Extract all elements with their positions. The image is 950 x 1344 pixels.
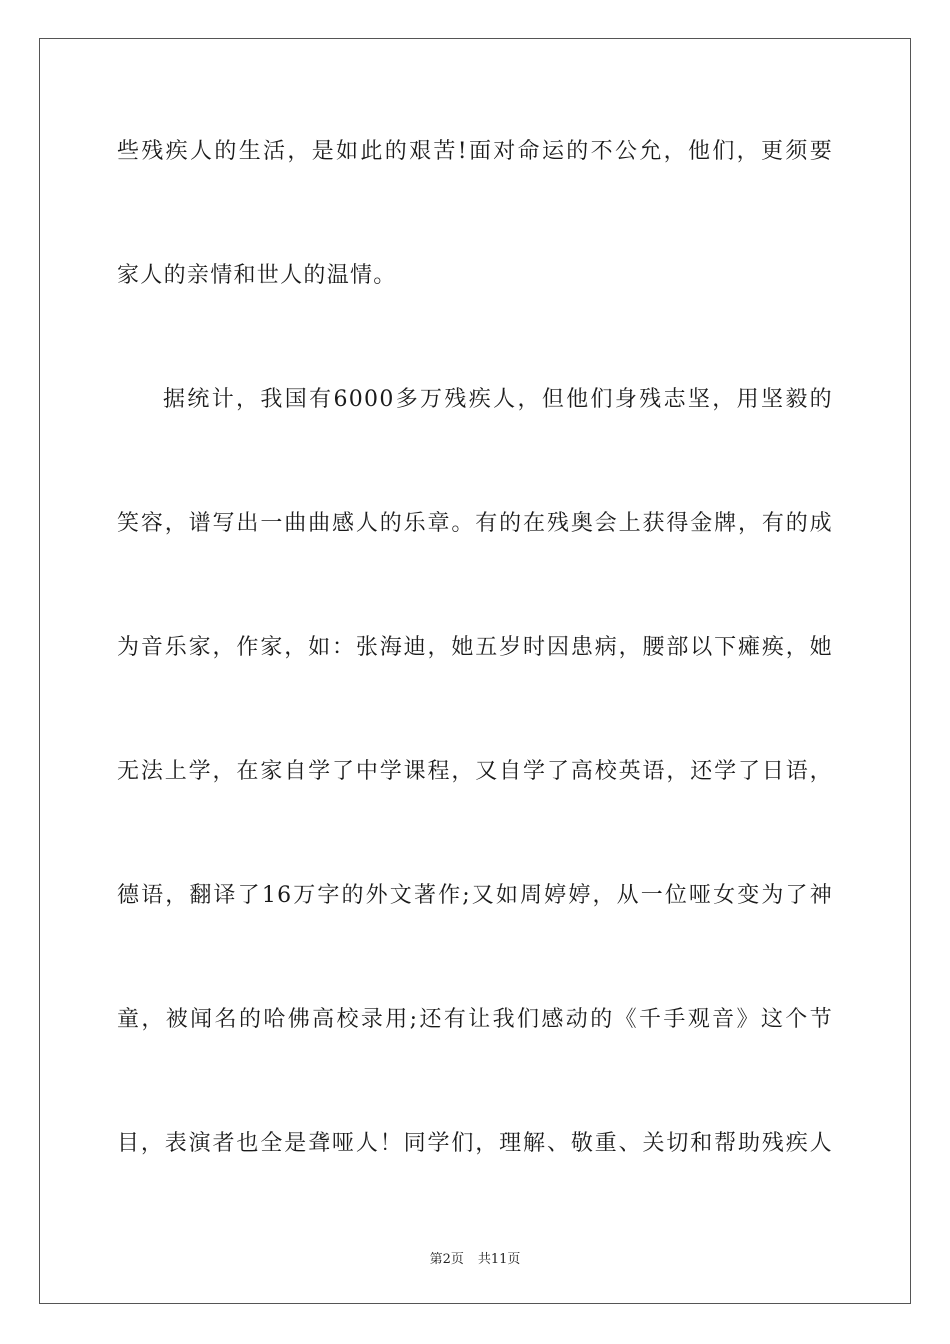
text-line: 家人的亲情和世人的温情。: [117, 263, 397, 288]
text-line: 笑容，谱写出一曲曲感人的乐章。有的在残奥会上获得金牌，有的成: [117, 511, 833, 536]
page-footer: [0, 1248, 950, 1267]
text-line: 德语，翻译了16万字的外文著作;又如周婷婷，从一位哑女变为了神: [117, 883, 833, 908]
text-line: 童，被闻名的哈佛高校录用;还有让我们感动的《千手观音》这个节: [117, 1007, 833, 1032]
text-line: 些残疾人的生活，是如此的艰苦!面对命运的不公允，他们，更须要: [117, 139, 833, 164]
document-body: [117, 128, 833, 1244]
page-total: 共11页: [477, 1252, 521, 1267]
text-line: 无法上学，在家自学了中学课程，又自学了高校英语，还学了日语，: [117, 759, 833, 784]
text-line: 目，表演者也全是聋哑人！同学们，理解、敬重、关切和帮助残疾人: [117, 1131, 833, 1156]
text-line: 为音乐家，作家，如：张海迪，她五岁时因患病，腰部以下瘫痪，她: [117, 635, 833, 660]
page-number: 第2页: [429, 1252, 464, 1267]
paragraph-first-line: 据统计，我国有6000多万残疾人，但他们身残志坚，用坚毅的: [163, 387, 833, 412]
